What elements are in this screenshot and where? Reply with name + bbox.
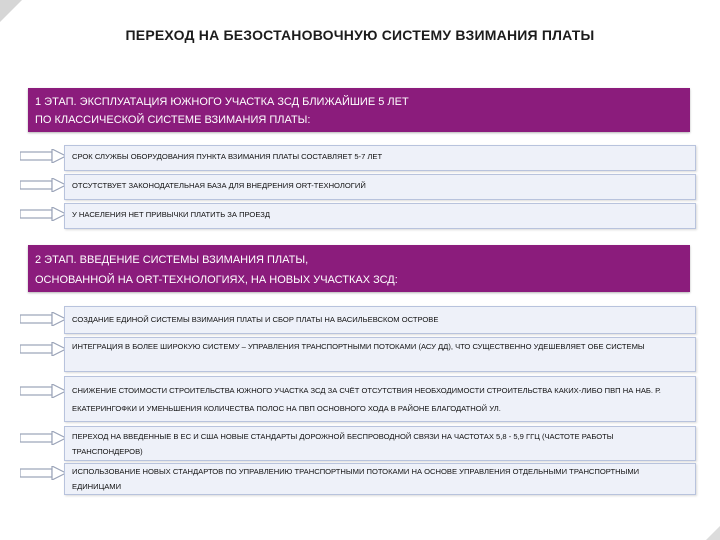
stage2-item [20, 376, 696, 422]
stage2-item-text: ИСПОЛЬЗОВАНИЕ НОВЫХ СТАНДАРТОВ ПО УПРАВЛЕНИЮ ТРАНСПОРТНЫМИ ПОТОКАМИ НА ОСНОВЕ УПРАВЛЕНИЯ ОТДЕЛЬНЫМИ ТРАНСПОРТНЫМИ ЕДИНИЦАМИ [72, 467, 640, 491]
stage1-header-line1: 1 ЭТАП. ЭКСПЛУАТАЦИЯ ЮЖНОГО УЧАСТКА ЗСД БЛИЖАЙШИЕ 5 ЛЕТ [35, 96, 409, 108]
stage1-item-text: У НАСЕЛЕНИЯ НЕТ ПРИВЫЧКИ ПЛАТИТЬ ЗА ПРОЕЗД [72, 210, 270, 219]
arrow-icon [20, 207, 66, 221]
stage1-item-text: ОТСУТСТВУЕТ ЗАКОНОДАТЕЛЬНАЯ БАЗА ДЛЯ ВНЕДРЕНИЯ ORT-ТЕХНОЛОГИЙ [72, 181, 366, 190]
stage1-header-line2: ПО КЛАССИЧЕСКОЙ СИСТЕМЕ ВЗИМАНИЯ ПЛАТЫ: [35, 114, 311, 126]
arrow-icon [20, 178, 66, 192]
stage2-item [20, 337, 696, 372]
stage2-header-line2: ОСНОВАННОЙ НА ORT-ТЕХНОЛОГИЯХ, НА НОВЫХ УЧАСТКАХ ЗСД: [35, 274, 398, 286]
arrow-icon [20, 342, 66, 356]
stage2-item [20, 463, 696, 495]
stage2-item-text: СНИЖЕНИЕ СТОИМОСТИ СТРОИТЕЛЬСТВА ЮЖНОГО УЧАСТКА ЗСД ЗА СЧЁТ ОТСУТСТВИЯ НЕОБХОДИМОСТИ СТРОИТЕЛЬСТВА КАКИХ-ЛИБО ПВП НА НАБ. Р. ЕКАТЕРИНГОФКИ И УМЕНЬШЕНИЯ КОЛИЧЕСТВА ПОЛОС НА ПВП ОСНОВНОГО ХОДА В РАЙОНЕ БЛАГОДАТНОЙ УЛ. [72, 386, 661, 413]
arrow-icon [20, 149, 66, 163]
stage1-item [20, 203, 696, 229]
stage2-header [28, 245, 690, 292]
stage1-item [20, 145, 696, 171]
arrow-icon [20, 431, 66, 445]
arrow-icon [20, 384, 66, 398]
stage1-header [28, 88, 690, 132]
stage1-item [20, 174, 696, 200]
stage2-item-text: СОЗДАНИЕ ЕДИНОЙ СИСТЕМЫ ВЗИМАНИЯ ПЛАТЫ И СБОР ПЛАТЫ НА ВАСИЛЬЕВСКОМ ОСТРОВЕ [72, 315, 439, 324]
stage2-item-text: ПЕРЕХОД НА ВВЕДЕННЫЕ В ЕС И США НОВЫЕ СТАНДАРТЫ ДОРОЖНОЙ БЕСПРОВОДНОЙ СВЯЗИ НА ЧАСТОТАХ 5,8 - 5,9 ГГЦ (ЧАСТОТЕ РАБОТЫ ТРАНСПОНДЕРОВ) [72, 432, 614, 456]
stage2-item [20, 306, 696, 334]
stage2-header-line1: 2 ЭТАП. ВВЕДЕНИЕ СИСТЕМЫ ВЗИМАНИЯ ПЛАТЫ, [35, 254, 309, 266]
corner-decoration [706, 526, 720, 540]
stage1-item-text: СРОК СЛУЖБЫ ОБОРУДОВАНИЯ ПУНКТА ВЗИМАНИЯ ПЛАТЫ СОСТАВЛЯЕТ 5-7 ЛЕТ [72, 152, 383, 161]
stage2-item-text: ИНТЕГРАЦИЯ В БОЛЕЕ ШИРОКУЮ СИСТЕМУ – УПРАВЛЕНИЯ ТРАНСПОРТНЫМИ ПОТОКАМИ (АСУ ДД), ЧТО СУЩЕСТВЕННО УДЕШЕВЛЯЕТ ОБЕ СИСТЕМЫ [72, 342, 645, 351]
arrow-icon [20, 312, 66, 326]
corner-decoration [0, 0, 22, 22]
page-title: ПЕРЕХОД НА БЕЗОСТАНОВОЧНУЮ СИСТЕМУ ВЗИМАНИЯ ПЛАТЫ [125, 27, 595, 43]
stage2-item [20, 426, 696, 461]
arrow-icon [20, 466, 66, 480]
